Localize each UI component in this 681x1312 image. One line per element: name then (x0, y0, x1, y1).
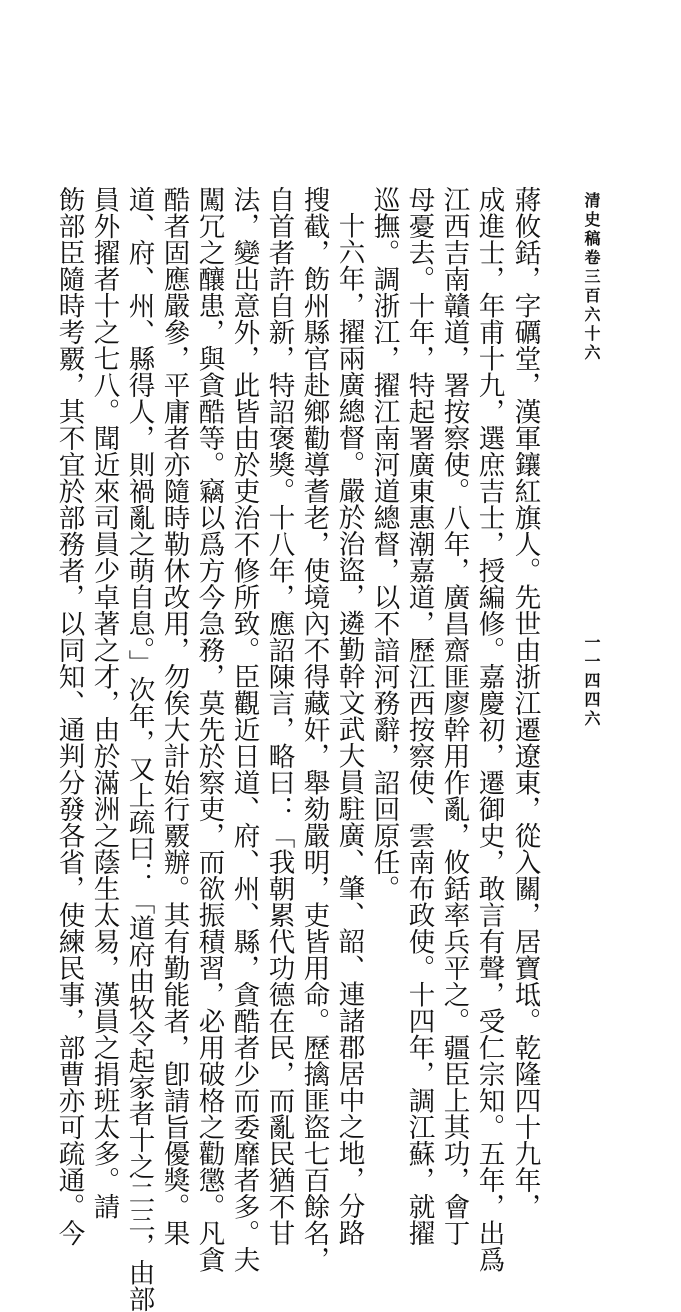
text-column: 十六年，擢兩廣總督。嚴於治盜，遴勤幹文武大員駐廣、肇、韶、連諸郡居中之地，分路 (333, 212, 365, 1246)
text-column: 搜截，飭州縣官赴鄉勸導耆老，使境內不得藏奸，舉劾嚴明，吏皆用命。歷擒匪盜七百餘名， (298, 186, 330, 1273)
text-column: 母憂去。十年，特起署廣東惠潮嘉道，歷江西按察使、雲南布政使。十四年，調江蘇，就擢 (403, 186, 435, 1246)
text-column: 道、府、州、縣得人，則禍亂之萌自息。」次年，又上疏曰：「道府由牧令起家者十之二三，由部 (123, 186, 155, 1312)
text-column: 蔣攸銛，字礪堂，漢軍鑲紅旗人。先世由浙江遷遼東，從入關，居寶坻。乾隆四十九年， (509, 186, 541, 1220)
text-column: 法，變出意外，此皆由於吏治不修所致。臣觀近日道、府、州、縣，貪酷者少而委靡者多。夫 (228, 186, 260, 1273)
text-column: 成進士，年甫十九，選庶吉士，授編修。嘉慶初，遷御史，敢言有聲，受仁宗知。五年，出爲 (473, 186, 505, 1273)
text-column: 巡撫。調浙江，擢江南河道總督，以不諳河務辭，詔回原任。 (368, 186, 400, 902)
page-number: 一一四四六 (582, 634, 601, 729)
text-column: 闖冗之釀患，與貪酷等。竊以爲方今急務，莫先於察吏，而欲振積習，必用破格之勸懲。凡貪 (193, 186, 225, 1273)
running-head: 清史稿卷三百六十六 (582, 192, 601, 363)
text-column: 自首者許自新，特詔褒獎。十八年，應詔陳言，略曰：「我朝累代功德在民，而亂民猶不甘 (263, 186, 295, 1246)
text-column: 飭部臣隨時考覈，其不宜於部務者，以同知、通判分發各省，使練民事，部曹亦可疏通。今 (53, 186, 85, 1246)
text-column: 江西吉南贛道，署按察使。八年，廣昌齋匪廖幹用作亂，攸銛率兵平之。疆臣上其功，會丁 (438, 186, 470, 1246)
text-column: 酷者固應嚴參，平庸者亦隨時勒休改用，勿俟大計始行覈辦。其有勤能者，卽請旨優獎。果 (158, 186, 190, 1246)
text-column: 員外擢者十之七八。聞近來司員少卓著之才，由於滿洲之蔭生太易，漢員之捐班太多。請 (88, 186, 120, 1220)
